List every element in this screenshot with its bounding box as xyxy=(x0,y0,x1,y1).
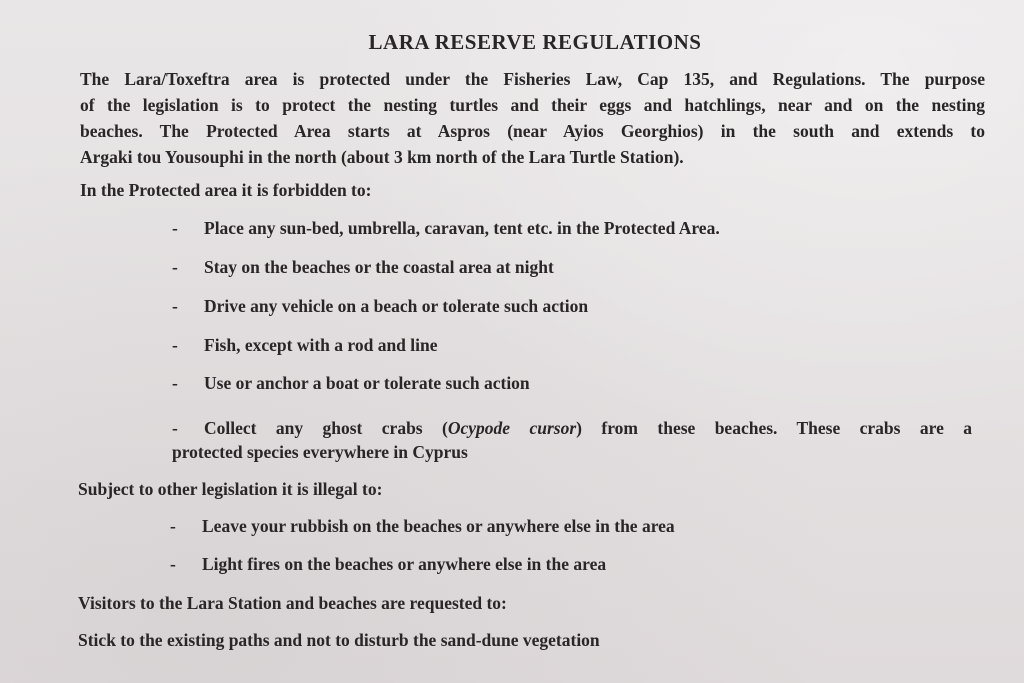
forbidden-item-text: Drive any vehicle on a beach or tolerate such action xyxy=(204,296,589,316)
bullet-dash: - xyxy=(170,554,176,574)
forbidden-item-text: Stay on the beaches or the coastal area at night xyxy=(204,257,554,277)
sign-title: LARA RESERVE REGULATIONS xyxy=(368,30,702,54)
intro-line: of the legislation is to protect the nesting turtles and their eggs and hatchlings, near and on the nesting xyxy=(80,95,985,115)
illegal-item xyxy=(170,554,606,575)
crabs-species-name: Ocypode cursor xyxy=(447,418,577,438)
intro-line: beaches. The Protected Area starts at Aspros (near Ayios Georghios) in the south and extends to xyxy=(80,121,985,141)
crabs-text-after: ) from these beaches. These crabs are a xyxy=(576,418,972,438)
intro-paragraph xyxy=(80,66,985,170)
forbidden-item-crabs xyxy=(172,416,972,464)
intro-line: The Lara/Toxeftra area is protected under the Fisheries Law, Cap 135, and Regulations. The purpose xyxy=(80,69,985,89)
intro-line: Argaki tou Yousouphi in the north (about 3 km north of the Lara Turtle Station). xyxy=(80,147,684,167)
bullet-dash: - xyxy=(172,296,178,316)
forbidden-item-text: Use or anchor a boat or tolerate such action xyxy=(204,373,530,393)
forbidden-item-text: Place any sun-bed, umbrella, caravan, tent etc. in the Protected Area. xyxy=(204,218,720,238)
forbidden-item xyxy=(172,218,720,239)
forbidden-item xyxy=(172,257,554,278)
forbidden-heading: In the Protected area it is forbidden to: xyxy=(80,180,372,200)
forbidden-item xyxy=(172,296,588,317)
illegal-item-text: Light fires on the beaches or anywhere else in the area xyxy=(202,554,607,574)
visitors-heading: Visitors to the Lara Station and beaches are requested to: xyxy=(78,593,507,613)
forbidden-item-text: Fish, except with a rod and line xyxy=(204,335,438,355)
bullet-dash: - xyxy=(170,516,176,536)
visitors-request: Stick to the existing paths and not to disturb the sand-dune vegetation xyxy=(78,630,600,650)
forbidden-item xyxy=(172,373,530,394)
bullet-dash: - xyxy=(172,257,178,277)
illegal-item-text: Leave your rubbish on the beaches or anywhere else in the area xyxy=(202,516,675,536)
bullet-dash: - xyxy=(172,335,178,355)
bullet-dash: - xyxy=(172,218,178,238)
forbidden-item xyxy=(172,335,438,356)
bullet-dash: - xyxy=(172,373,178,393)
illegal-heading: Subject to other legislation it is illegal to: xyxy=(78,479,383,499)
crabs-line-2: protected species everywhere in Cyprus xyxy=(172,442,468,462)
crabs-text-before: Collect any ghost crabs ( xyxy=(204,418,448,438)
crabs-line-1 xyxy=(172,416,972,440)
bullet-dash: - xyxy=(172,418,178,438)
illegal-item xyxy=(170,516,675,537)
